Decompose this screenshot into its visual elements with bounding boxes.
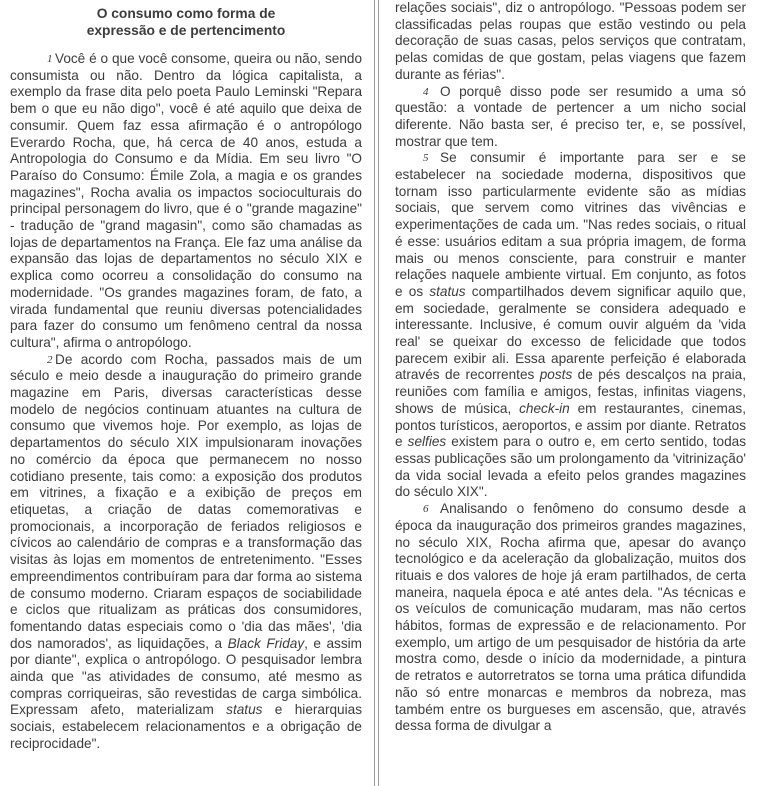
paragraph-number: 5: [423, 152, 429, 165]
paragraph-number: 4: [423, 85, 429, 98]
paragraph-text: existem para o outro e, em certo sentido, todas essas publicações são um prolongamento da 'vitrinização' da vida social levada a efeito pelos grandes magazines do século XIX".: [395, 434, 746, 500]
article-title-line1: O consumo como forma de: [96, 6, 276, 21]
article-title-line2: expressão e de pertencimento: [86, 22, 286, 38]
paragraph-text: e hierarquias sociais, estabelecem relacionamentos e a obrigação de reciprocidade".: [10, 702, 362, 751]
paragraph-text: Você é o que você consome, queira ou não, sendo consumista ou não. Dentro da lógica capitalista, a exemplo da frase dita pelo poeta Paulo Leminski "Repara bem o que eu não digo", você é até aquilo que deixa de consumir. Quem faz essa afirmação é o antropólogo Everardo Rocha, que, há cerca de 40 anos, estuda a Antropologia do Consumo e da Mídia. Em seu livro "O Paraíso do Consumo: Émile Zola, a magia e os grandes magazines", Rocha avalia os impactos socioculturais do principal personagem do livro, que é o "grande magazine" - tradução de "grand magasin", como são chamadas as lojas de departamentos na França. Ele faz uma análise da expansão das lojas de departamentos no século XIX e explica como ocorreu a consolidação do consumo na modernidade. "Os grandes magazines foram, de fato, a virada fundamental que reuniu diversas potencialidades para fazer do consumo um fenômeno central da nossa cultura", afirma o antropólogo.: [10, 51, 362, 350]
right-column-paragraphs: [395, 0, 746, 735]
paragraph: [395, 150, 746, 501]
paragraph-text: , e assim por diante", explica o antropólogo. O pesquisador lembra ainda que "as atividades de consumo, até mesmo as compras corriqueiras, são revestidas de carga simbólica. Expressam afeto, materializam: [10, 635, 362, 718]
paragraph-text-italic: Black Friday: [227, 635, 305, 651]
paragraph-text: Se consumir é importante para ser e se estabelecer na sociedade moderna, dispositivos que tornam isso particularmente evidente são as mídias sociais, que servem como vitrines das vivências e experimentações de cada um. "Nas redes sociais, o ritual é esse: usuários editam a sua própria imagem, de forma mais ou menos consciente, para construir e manter relações naquele ambiente virtual. Em conjunto, as fotos e os: [395, 150, 746, 299]
paragraph-text-italic: posts: [539, 367, 573, 383]
paragraph: [395, 0, 746, 84]
paragraph-number: 6: [423, 503, 429, 516]
left-column-paragraphs: [10, 51, 362, 753]
paragraph: [395, 501, 746, 735]
paragraph-text: de pés descalços na praia, reuniões com família e amigos, festas, infinitas viagens, shows de música,: [395, 367, 747, 416]
paragraph-text: De acordo com Rocha, passados mais de um século e meio desde a inauguração do primeiro grande magazine em Paris, diversas características desse modelo de negócios continuam atuantes na cultura de consumo que vivemos hoje. Por exemplo, as lojas de departamentos do século XIX impulsionaram inovações no comércio da época que permanecem no nosso cotidiano presente, tais como: a exposição dos produtos em vitrines, a fixação e a exibição de preços em etiquetas, a criação de datas comemorativas e promocionais, a incorporação de feriados religiosos e cívicos ao calendário de compras e a transformação das visitas às lojas em momentos de entretenimento. "Esses empreendimentos contribuíram para dar forma ao sistema de consumo moderno. Criaram espaços de sociabilidade e ciclos que ritualizam as práticas dos consumidores, fomentando datas especiais como o 'dia das mães', 'dia dos namorados', as liquidações, a: [10, 351, 362, 651]
column-divider-rule: [374, 0, 379, 786]
paragraph-text-italic: status: [226, 702, 263, 718]
paragraph-text-italic: selfies: [407, 434, 447, 450]
paragraph-number: 2: [47, 353, 53, 366]
paragraph-text-italic: status: [429, 283, 466, 299]
paragraph-number: 1: [47, 53, 53, 65]
paragraph: [10, 51, 362, 352]
paragraph-text-italic: check-in: [519, 400, 570, 416]
paragraph-text: O porquê disso pode ser resumido a uma só questão: a vontade de pertencer a um nicho social diferente. Não basta ser, é preciso ter, e, se possível, mostrar que tem.: [395, 83, 746, 149]
article-title: [10, 6, 362, 39]
paragraph-text: Analisando o fenômeno do consumo desde a época da inauguração dos primeiros grandes magazines, no século XIX, Rocha afirma que, apesar do avanço tecnológico e da aceleração da globalização, muitos dos rituais e dos valores de hoje já eram partilhados, de certa maneira, naquela época e até antes dela. "As técnicas e os veículos de comunicação mudaram, mas não certos hábitos, formas de expressão e de relacionamento. Por exemplo, um artigo de um pesquisador de história da arte mostra como, desde o início da modernidade, a pintura de retratos e autorretratos se torna uma prática difundida não só entre monarcas e membros da nobreza, mas também entre os burgueses em ascensão, que, através dessa forma de divulgar a: [395, 501, 746, 734]
paragraph: [395, 84, 746, 151]
right-column: [395, 0, 746, 735]
paragraph-text: relações sociais", diz o antropólogo. "Pessoas podem ser classificadas pelas roupas que estão vestindo ou pela decoração de suas casas, pelos serviços que contratam, pelas comidas de que gostam, pelas viagens que fazem durante as férias".: [395, 0, 746, 82]
left-column: [10, 0, 362, 753]
paragraph-text: em restaurantes, cinemas, pontos turísticos, aeroportos, e assim por diante. Retratos e: [395, 400, 746, 450]
paragraph-text: compartilhados devem significar aquilo que, em sociedade, geralmente se considera adequado e interessante. Inclusive, é comum ouvir alguém da 'vida real' se queixar do excesso de felicidade que todos parecem exibir ali. Essa aparente perfeição é elaborada através de recorrentes: [395, 283, 746, 383]
paragraph: [10, 352, 362, 753]
